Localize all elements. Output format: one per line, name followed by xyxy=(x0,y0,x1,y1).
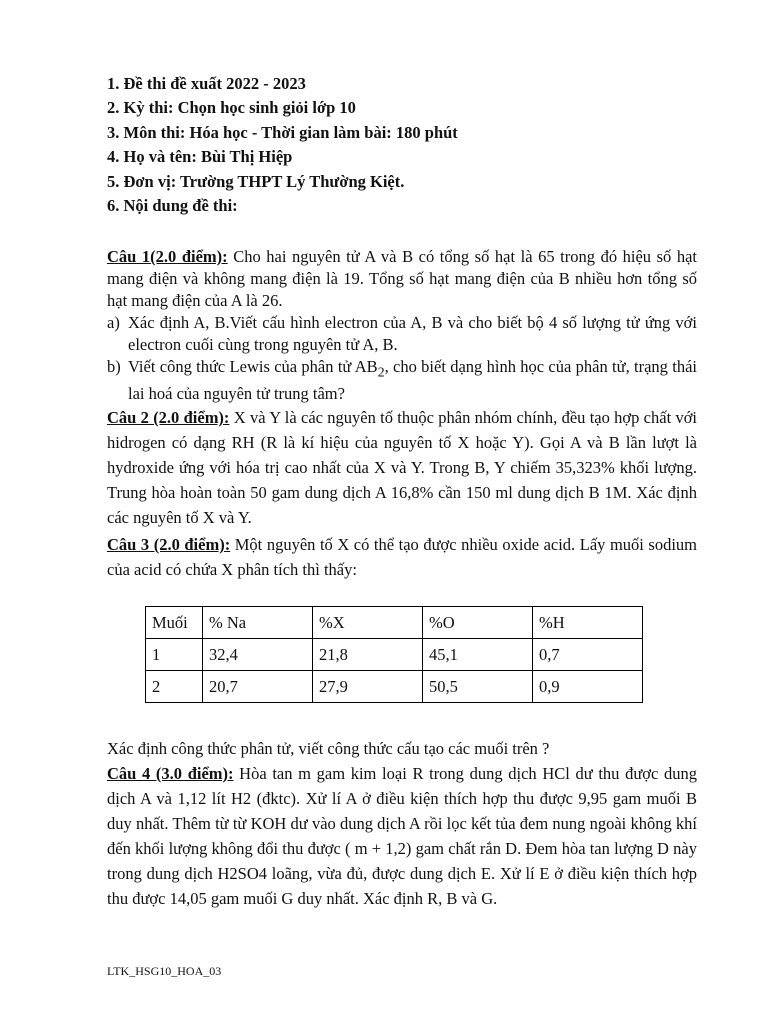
part-b-subscript: 2 xyxy=(377,364,385,380)
question-4 xyxy=(107,761,697,911)
header-line-5: 5. Đơn vị: Trường THPT Lý Thường Kiệt. xyxy=(107,171,405,191)
question-1 xyxy=(107,246,697,312)
salt-composition-table xyxy=(145,606,643,703)
table-cell: 2 xyxy=(146,671,203,703)
table-cell: 0,9 xyxy=(533,671,643,703)
part-a-label: a) xyxy=(107,313,120,332)
part-b-text-end: , cho biết dạng hình học của phân tử, trạng thái lai hoá của nguyên tử trung tâm? xyxy=(128,357,697,404)
table-cell: 50,5 xyxy=(423,671,533,703)
table-cell: 1 xyxy=(146,639,203,671)
question-2-text: X và Y là các nguyên tố thuộc phân nhóm chính, đều tạo hợp chất với hidrogen có dạng RH (R là kí hiệu của nguyên tố X hoặc Y). Gọi A và B lần lượt là hydroxide ứng với hóa trị cao nhất của X và Y. Trong B, Y chiếm 35,323% khối lượng. Trung hòa hoàn toàn 50 gam dung dịch A 16,8% cần 150 ml dung dịch B 1M. Xác định các nguyên tố X và Y. xyxy=(107,408,698,528)
header-line-1: 1. Đề thi đề xuất 2022 - 2023 xyxy=(107,74,306,93)
table-header-cell: %O xyxy=(423,607,533,639)
question-1-title: Câu 1(2.0 điểm): xyxy=(107,247,228,266)
table-header-cell: % Na xyxy=(203,607,313,639)
header-line-3: 3. Môn thi: Hóa học - Thời gian làm bài: 180 phút xyxy=(107,122,458,142)
question-2-title: Câu 2 (2.0 điểm): xyxy=(107,408,230,428)
question-3 xyxy=(107,532,697,582)
exam-header xyxy=(107,72,707,218)
part-a-text: Xác định A, B.Viết cấu hình electron của A, B và cho biết bộ 4 số lượng tử ứng với electron cuối cùng trong nguyên tử A, B. xyxy=(128,313,697,354)
header-line-2: 2. Kỳ thi: Chọn học sinh giỏi lớp 10 xyxy=(107,98,356,118)
table-header-cell: %X xyxy=(313,607,423,639)
exam-body-continued xyxy=(107,736,697,911)
question-1-text: Cho hai nguyên tử A và B có tổng số hạt là 65 trong đó hiệu số hạt mang điện và không mang điện là 19. Tổng số hạt mang điện của B nhiều hơn tổng số hạt mang điện của A là 26. xyxy=(107,247,698,310)
table-cell: 32,4 xyxy=(203,639,313,671)
question-3-text: Một nguyên tố X có thể tạo được nhiều oxide acid. Lấy muối sodium của acid có chứa X phân tích thì thấy: xyxy=(107,535,698,580)
part-b-text-start: Viết công thức Lewis của phân tử AB xyxy=(128,357,378,376)
exam-body xyxy=(107,246,697,582)
table-header-row xyxy=(146,607,643,639)
table-header-cell: Muối xyxy=(146,607,203,639)
part-b-text xyxy=(128,356,697,405)
table-cell: 21,8 xyxy=(313,639,423,671)
table-header-cell: %H xyxy=(533,607,643,639)
header-line-4: 4. Họ và tên: Bùi Thị Hiệp xyxy=(107,147,293,167)
document-code-footer: LTK_HSG10_HOA_03 xyxy=(107,964,222,978)
question-3-instruction: Xác định công thức phân tử, viết công thức cấu tạo các muối trên ? xyxy=(107,739,550,758)
question-3-title: Câu 3 (2.0 điểm): xyxy=(107,535,231,555)
table-cell: 0,7 xyxy=(533,639,643,671)
table-cell: 45,1 xyxy=(423,639,533,671)
header-line-6: 6. Nội dung đề thi: xyxy=(107,196,238,216)
question-4-title: Câu 4 (3.0 điểm): xyxy=(107,764,234,783)
question-2 xyxy=(107,405,697,530)
part-b-label: b) xyxy=(107,357,121,376)
question-1-part-b xyxy=(107,356,697,405)
table-row xyxy=(146,671,643,703)
question-1-part-a xyxy=(107,312,697,356)
table-cell: 20,7 xyxy=(203,671,313,703)
table-cell: 27,9 xyxy=(313,671,423,703)
question-4-text: Hòa tan m gam kim loại R trong dung dịch HCl dư thu được dung dịch A và 1,12 lít H2 (đktc). Xử lí A ở điều kiện thích hợp thu được 9,95 gam muối B duy nhất. Thêm từ từ KOH dư vào dung dịch A rồi lọc kết tủa đem nung ngoài không khí đến khối lượng không đổi thu được ( m + 1,2) gam chất rắn D. Đem hòa tan lượng D này trong dung dịch H2SO4 loãng, vừa đủ, được dung dịch E. Xử lí E ở điều kiện thích hợp thu được 14,05 gam muối G duy nhất. Xác định R, B và G. xyxy=(107,764,697,908)
table-row xyxy=(146,639,643,671)
